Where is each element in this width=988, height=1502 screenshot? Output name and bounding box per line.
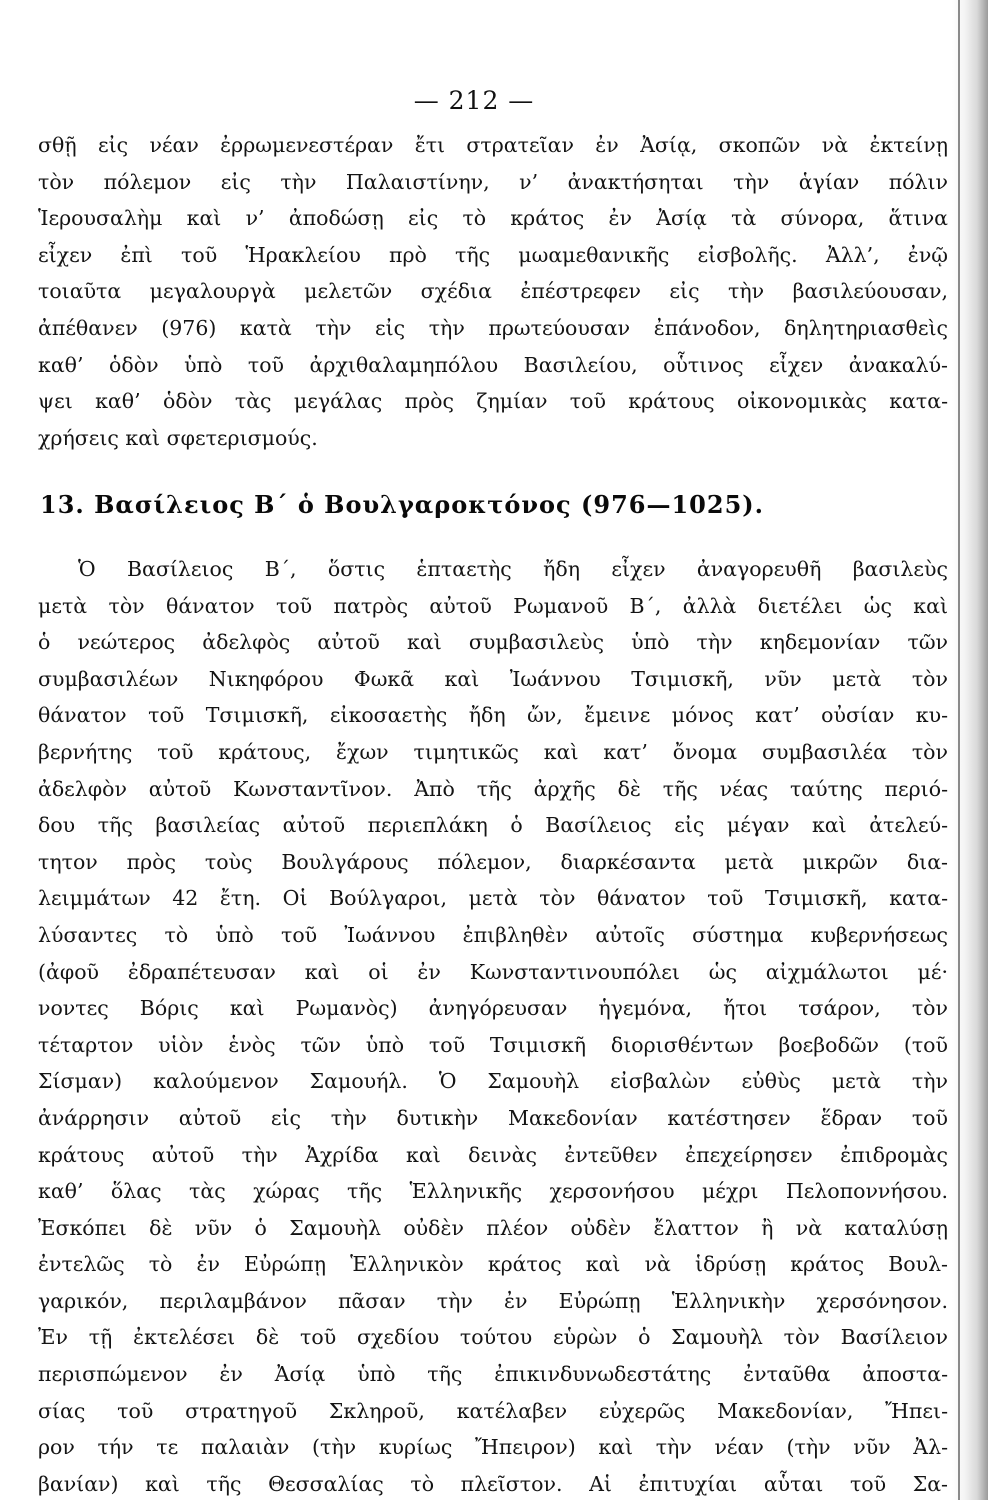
text-line: θάνατον τοῦ Τσιμισκῆ, εἰκοσαετὴς ἤδη ὤν, ἔμεινε μόνος κατ’ οὐσίαν κυ- [38,703,948,728]
text-line: Ἐν τῇ ἐκτελέσει δὲ τοῦ σχεδίου τούτου εὑρὼν ὁ Σαμουὴλ τὸν Βασίλειον [38,1325,948,1350]
text-line: γαρικόν, περιλαμβάνον πᾶσαν τὴν ἐν Εὐρώπῃ Ἑλληνικὴν χερσόνησον. [38,1288,948,1313]
text-line: κράτους αὐτοῦ τὴν Ἀχρίδα καὶ δεινὰς ἐντεῦθεν ἐπεχείρησεν ἐπιδρομὰς [38,1142,948,1167]
page-edge-line [958,0,960,1500]
text-line: Σίσμαν) καλούμενον Σαμουήλ. Ὁ Σαμουὴλ εἰσβαλὼν εὐθὺς μετὰ τὴν [38,1069,948,1094]
text-line: Ἱερουσαλὴμ καὶ ν’ ἀποδώσῃ εἰς τὸ κράτος ἐν Ἀσίᾳ τὰ σύνορα, ἅτινα [38,206,948,231]
section-heading: 13. Βασίλειος Β΄ ὁ Βουλγαροκτόνος (976—1025). [40,490,764,519]
text-line: Ὁ Βασίλειος Β΄, ὅστις ἑπταετὴς ἤδη εἶχεν ἀναγορευθῆ βασιλεὺς [78,557,948,581]
text-line: λύσαντες τὸ ὑπὸ τοῦ Ἰωάννου ἐπιβληθὲν αὐτοῖς σύστημα κυβερνήσεως [38,922,948,947]
text-line: τοιαῦτα μεγαλουργὰ μελετῶν σχέδια ἐπέστρεφεν εἰς τὴν βασιλεύουσαν, [38,279,948,304]
text-line: ψει καθ’ ὁδὸν τὰς μεγάλας πρὸς ζημίαν τοῦ κράτους οἰκονομικὰς κατα- [38,389,948,414]
text-line: νοντες Βόρις καὶ Ρωμανὸς) ἀνηγόρευσαν ἡγεμόνα, ἤτοι τσάρον, τὸν [38,996,948,1021]
text-line: Ἐσκόπει δὲ νῦν ὁ Σαμουὴλ οὐδὲν πλέον οὐδὲν ἔλαττον ἢ νὰ καταλύσῃ [38,1215,948,1240]
text-line: ἀδελφὸν αὐτοῦ Κωνσταντῖνον. Ἀπὸ τῆς ἀρχῆς δὲ τῆς νέας ταύτης περιό- [38,776,948,801]
paragraph-1 [38,127,948,456]
text-line: ἀπέθανεν (976) κατὰ τὴν εἰς τὴν πρωτεύουσαν ἐπάνοδον, δηλητηριασθεὶς [38,315,948,340]
page-number: — 212 — [413,86,535,115]
text-line: χρήσεις καὶ σφετερισμούς. [38,425,318,450]
text-line: τέταρτον υἱὸν ἑνὸς τῶν ὑπὸ τοῦ Τσιμισκῆ διορισθέντων βοεβοδῶν (τοῦ [38,1032,948,1057]
text-line: βανίαν) καὶ τῆς Θεσσαλίας τὸ πλεῖστον. Αἱ ἐπιτυχίαι αὗται τοῦ Σα- [38,1471,948,1496]
text-line: (ἀφοῦ ἐδραπέτευσαν καὶ οἱ ἐν Κωνσταντινουπόλει ὡς αἰχμάλωτοι μέ· [38,959,948,984]
text-line: σίας τοῦ στρατηγοῦ Σκληροῦ, κατέλαβεν εὐχερῶς Μακεδονίαν, Ἤπει- [38,1398,948,1423]
text-line: μετὰ τὸν θάνατον τοῦ πατρὸς αὐτοῦ Ρωμανοῦ Β΄, ἀλλὰ διετέλει ὡς καὶ [38,593,948,618]
paragraph-2 [38,551,948,1502]
text-line: ἐντελῶς τὸ ἐν Εὐρώπῃ Ἑλληνικὸν κράτος καὶ νὰ ἱδρύσῃ κράτος Βουλ- [38,1252,948,1277]
text-line: καθ’ ὅλας τὰς χώρας τῆς Ἑλληνικῆς χερσονήσου μέχρι Πελοποννήσου. [38,1179,948,1204]
text-line: καθ’ ὁδὸν ὑπὸ τοῦ ἀρχιθαλαμηπόλου Βασιλείου, οὗτινος εἶχεν ἀνακαλύ- [38,352,948,377]
text-line: περισπώμενον ἐν Ἀσίᾳ ὑπὸ τῆς ἐπικινδυνωδεστάτης ἐνταῦθα ἀποστα- [38,1362,948,1387]
text-line: συμβασιλέων Νικηφόρου Φωκᾶ καὶ Ἰωάννου Τσιμισκῆ, νῦν μετὰ τὸν [38,666,948,691]
text-line: ὁ νεώτερος ἀδελφὸς αὐτοῦ καὶ συμβασιλεὺς ὑπὸ τὴν κηδεμονίαν τῶν [38,630,948,655]
text-line: τὸν πόλεμον εἰς τὴν Παλαιστίνην, ν’ ἀνακτήσηται τὴν ἁγίαν πόλιν [38,169,948,194]
text-line: τητον πρὸς τοὺς Βουλγάρους πόλεμον, διαρκέσαντα μετὰ μικρῶν δια- [38,849,948,874]
text-line: βερνήτης τοῦ κράτους, ἔχων τιμητικῶς καὶ κατ’ ὄνομα συμβασιλέα τὸν [38,739,948,764]
text-line: ἀνάρρησιν αὐτοῦ εἰς τὴν δυτικὴν Μακεδονίαν κατέστησεν ἕδραν τοῦ [38,1105,948,1130]
text-line: σθῇ εἰς νέαν ἐρρωμενεστέραν ἔτι στρατεῖαν ἐν Ἀσίᾳ, σκοπῶν νὰ ἐκτείνῃ [38,133,948,157]
text-line: δου τῆς βασιλείας αὐτοῦ περιεπλάκη ὁ Βασίλειος εἰς μέγαν καὶ ἀτελεύ- [38,813,948,838]
text-line: ρον τήν τε παλαιὰν (τὴν κυρίως Ἤπειρον) καὶ τὴν νέαν (τὴν νῦν Ἀλ- [38,1435,948,1460]
text-line: εἶχεν ἐπὶ τοῦ Ἡρακλείου πρὸ τῆς μωαμεθανικῆς εἰσβολῆς. Ἀλλ’, ἐνῷ [38,242,948,267]
text-line: λειμμάτων 42 ἔτη. Οἱ Βούλγαροι, μετὰ τὸν θάνατον τοῦ Τσιμισκῆ, κατα- [38,886,948,911]
